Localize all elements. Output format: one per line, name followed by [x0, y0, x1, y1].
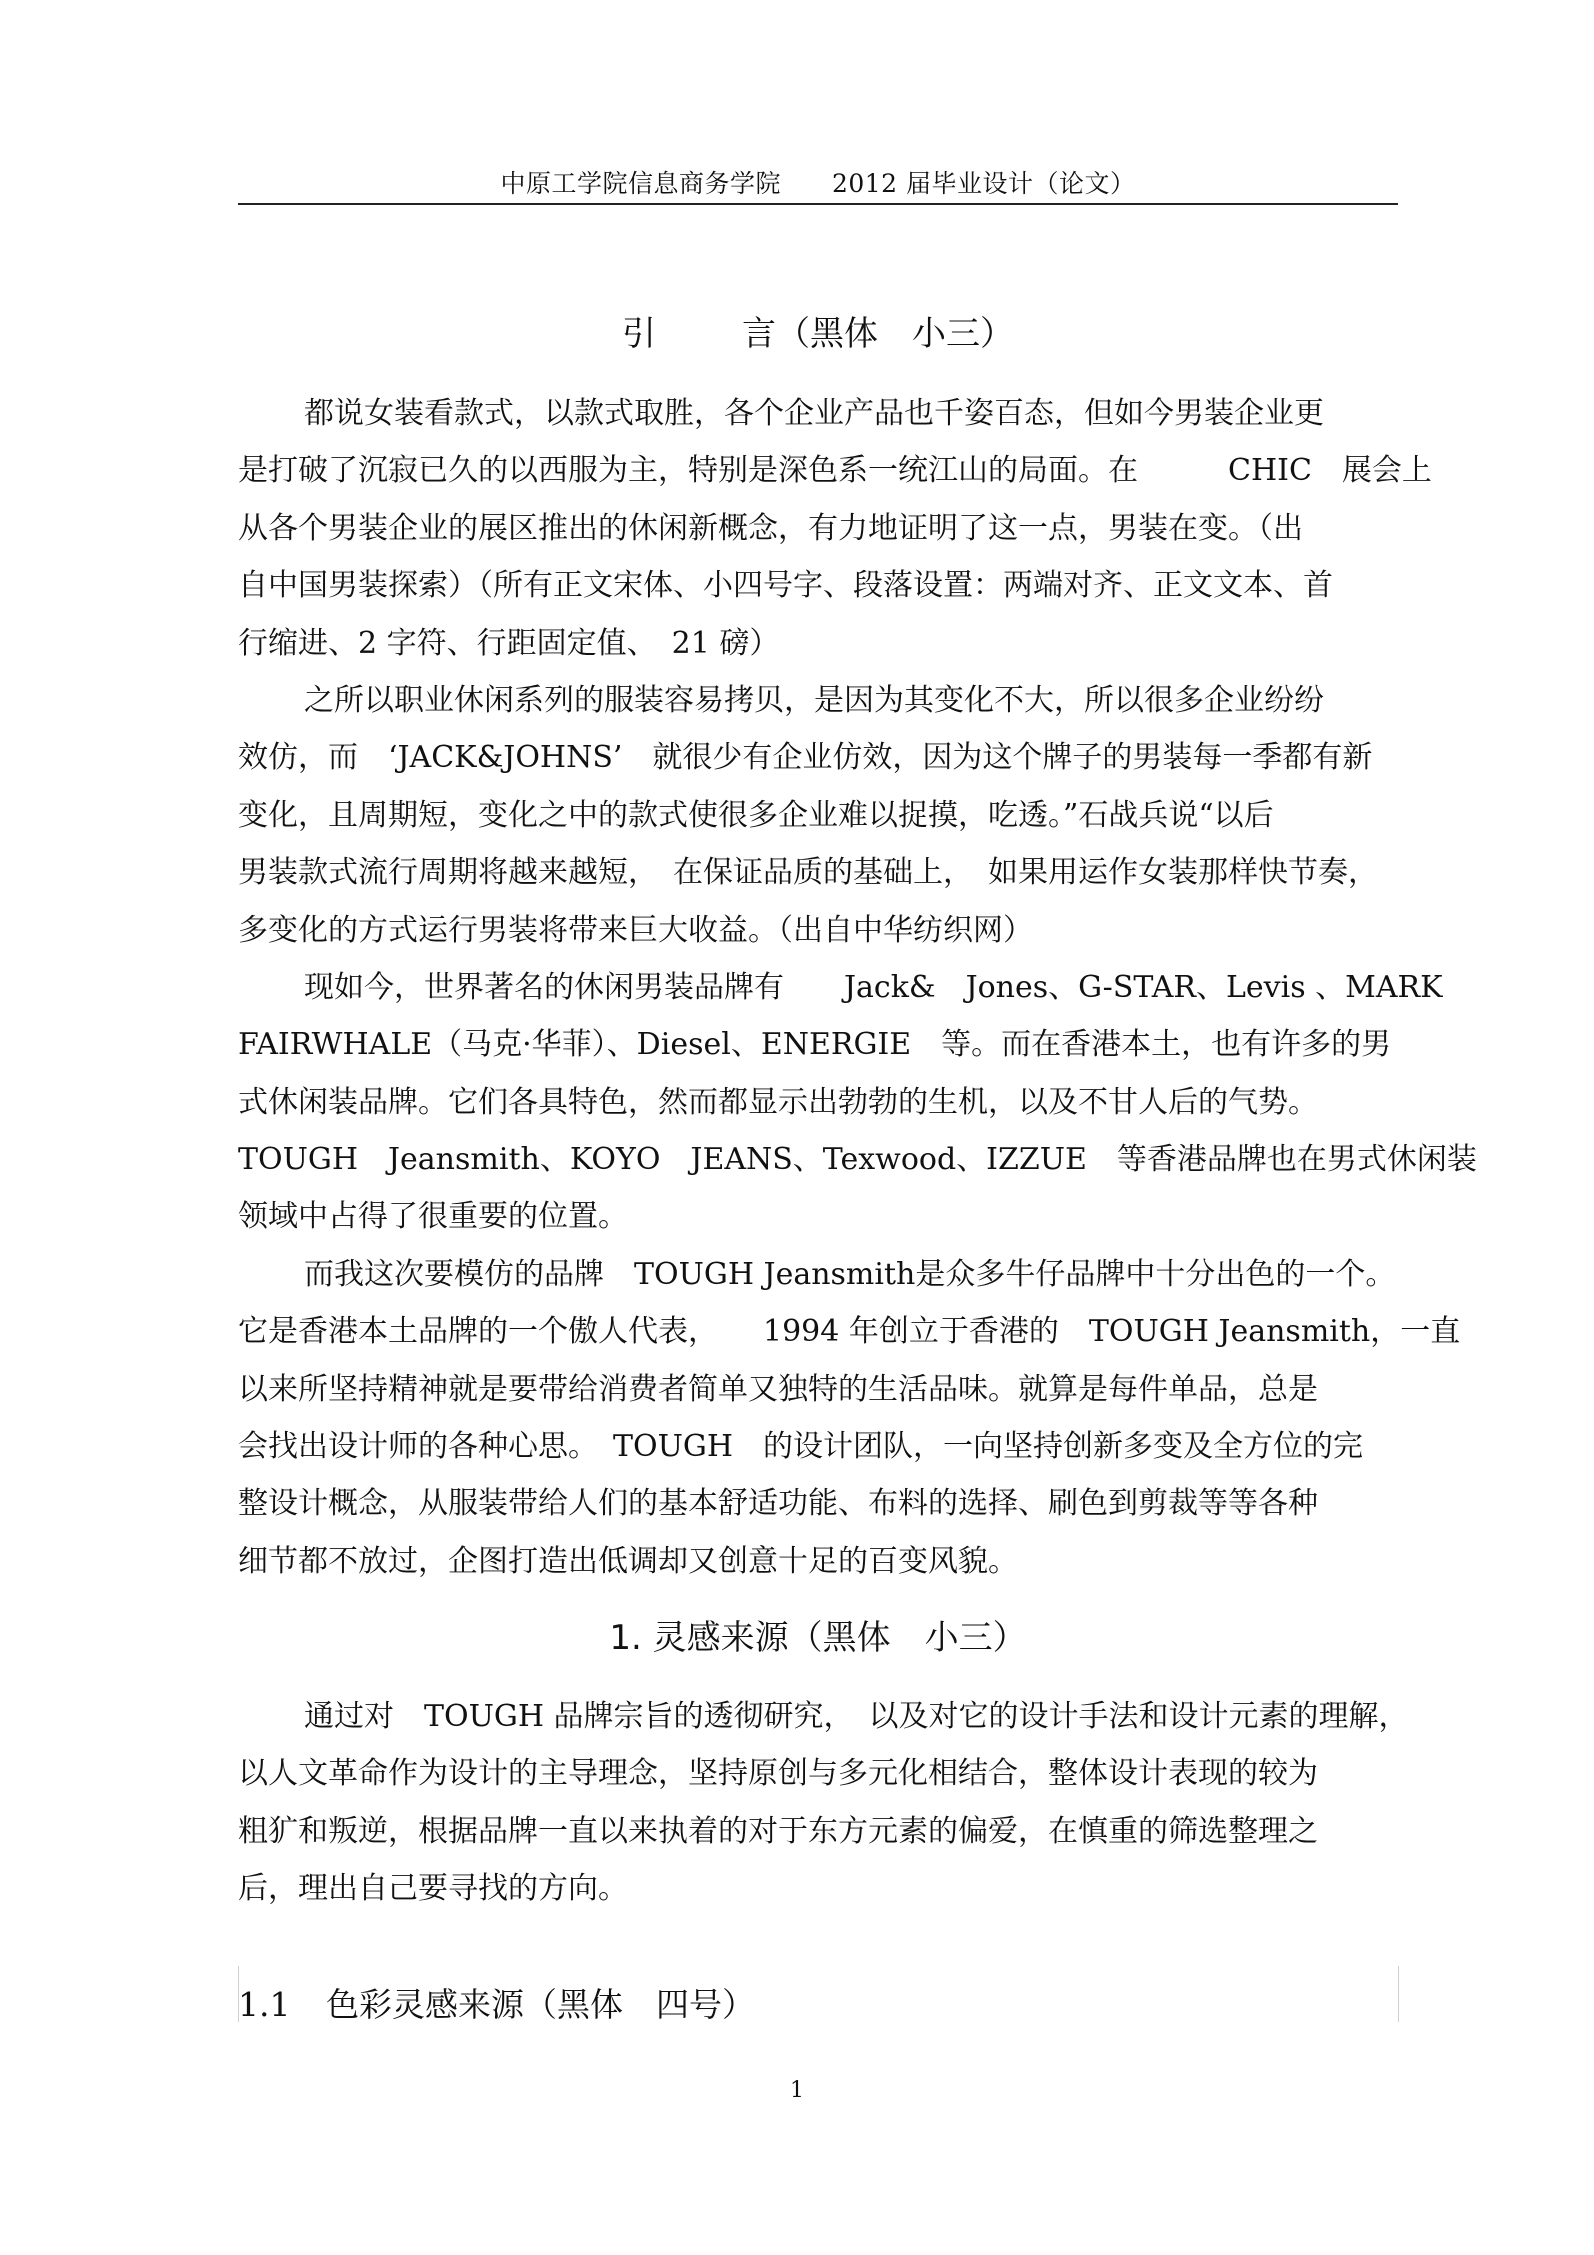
subsection-title: 色彩灵感来源（黑体 四号） — [326, 1985, 755, 2024]
intro-line: 效仿，而 ‘JACK&JOHNS’ 就很少有企业仿效，因为这个牌子的男装每一季都有新 — [238, 740, 1373, 776]
intro-line: 细节都不放过，企图打造出低调却又创意十足的百变风貌。 — [238, 1543, 1018, 1579]
intro-line: 都说女装看款式，以款式取胜，各个企业产品也千姿百态，但如今男装企业更 — [304, 396, 1324, 431]
intro-line: 领域中占得了很重要的位置。 — [238, 1199, 628, 1235]
intro-line: TOUGH Jeansmith、KOYO JEANS、Texwood、IZZUE 等香港品牌也在男式休闲装 — [238, 1142, 1477, 1178]
intro-line: 自中国男装探索）（所有正文宋体、小四号字、段落设置：两端对齐、正文文本、首 — [238, 568, 1333, 604]
intro-line: 是打破了沉寂已久的以西服为主，特别是深色系一统江山的局面。在 CHIC 展会上 — [238, 453, 1432, 489]
section-1-title: 1. 灵感来源（黑体 小三） — [609, 1618, 1027, 1658]
subsection-number: 1.1 — [238, 1985, 291, 2024]
intro-line: 多变化的方式运行男装将带来巨大收益。（出自中华纺织网） — [238, 912, 1033, 948]
intro-title-char: 引 — [622, 314, 656, 354]
intro-line: 会找出设计师的各种心思。 TOUGH 的设计团队，一向坚持创新多变及全方位的完 — [238, 1429, 1364, 1465]
intro-line: FAIRWHALE（马克·华菲）、Diesel、ENERGIE 等。而在香港本土，也有许多的男 — [238, 1027, 1392, 1063]
section-1-line: 粗犷和叛逆，根据品牌一直以来执着的对于东方元素的偏爱，在慎重的筛选整理之 — [238, 1813, 1318, 1849]
intro-title — [238, 306, 1398, 355]
intro-line: 之所以职业休闲系列的服装容易拷贝，是因为其变化不大，所以很多企业纷纷 — [304, 682, 1324, 718]
margin-mark-right — [1398, 1966, 1399, 2022]
page-number: 1 — [790, 2078, 804, 2103]
intro-line: 从各个男装企业的展区推出的休闲新概念，有力地证明了这一点，男装在变。（出 — [238, 510, 1303, 546]
intro-line: 式休闲装品牌。它们各具特色，然而都显示出勃勃的生机，以及不甘人后的气势。 — [238, 1084, 1318, 1120]
section-1-body — [238, 1688, 1409, 1918]
intro-line: 整设计概念，从服装带给人们的基本舒适功能、布料的选择、刷色到剪裁等等各种 — [238, 1486, 1318, 1522]
intro-title-rest: 言（黑体 小三） — [742, 314, 1014, 354]
intro-body — [238, 385, 1477, 1590]
intro-line: 它是香港本土品牌的一个傲人代表， 1994 年创立于香港的 TOUGH Jeansmith，一直 — [238, 1314, 1461, 1350]
page-header: 中原工学院信息商务学院 2012 届毕业设计（论文） — [500, 169, 1136, 198]
section-1-line: 通过对 TOUGH 品牌宗旨的透彻研究， 以及对它的设计手法和设计元素的理解， — [304, 1699, 1409, 1734]
section-1-line: 以人文革命作为设计的主导理念，坚持原创与多元化相结合，整体设计表现的较为 — [238, 1756, 1318, 1792]
header-rule — [238, 203, 1398, 205]
intro-line: 行缩进、2 字符、行距固定值、 21 磅） — [238, 625, 780, 661]
intro-line: 而我这次要模仿的品牌 TOUGH Jeansmith是众多牛仔品牌中十分出色的一个。 — [304, 1256, 1396, 1292]
intro-line: 变化，且周期短，变化之中的款式使很多企业难以捉摸，吃透。”石战兵说“以后 — [238, 797, 1274, 833]
subsection-heading — [238, 1979, 755, 2026]
intro-line: 以来所坚持精神就是要带给消费者简单又独特的生活品味。就算是每件单品，总是 — [238, 1371, 1318, 1407]
section-1-line: 后，理出自己要寻找的方向。 — [238, 1871, 628, 1907]
intro-line: 男装款式流行周期将越来越短， 在保证品质的基础上， 如果用运作女装那样快节奏， — [238, 855, 1378, 891]
intro-line: 现如今，世界著名的休闲男装品牌有 Jack& Jones、G-STAR、Levis 、MARK — [304, 969, 1443, 1005]
